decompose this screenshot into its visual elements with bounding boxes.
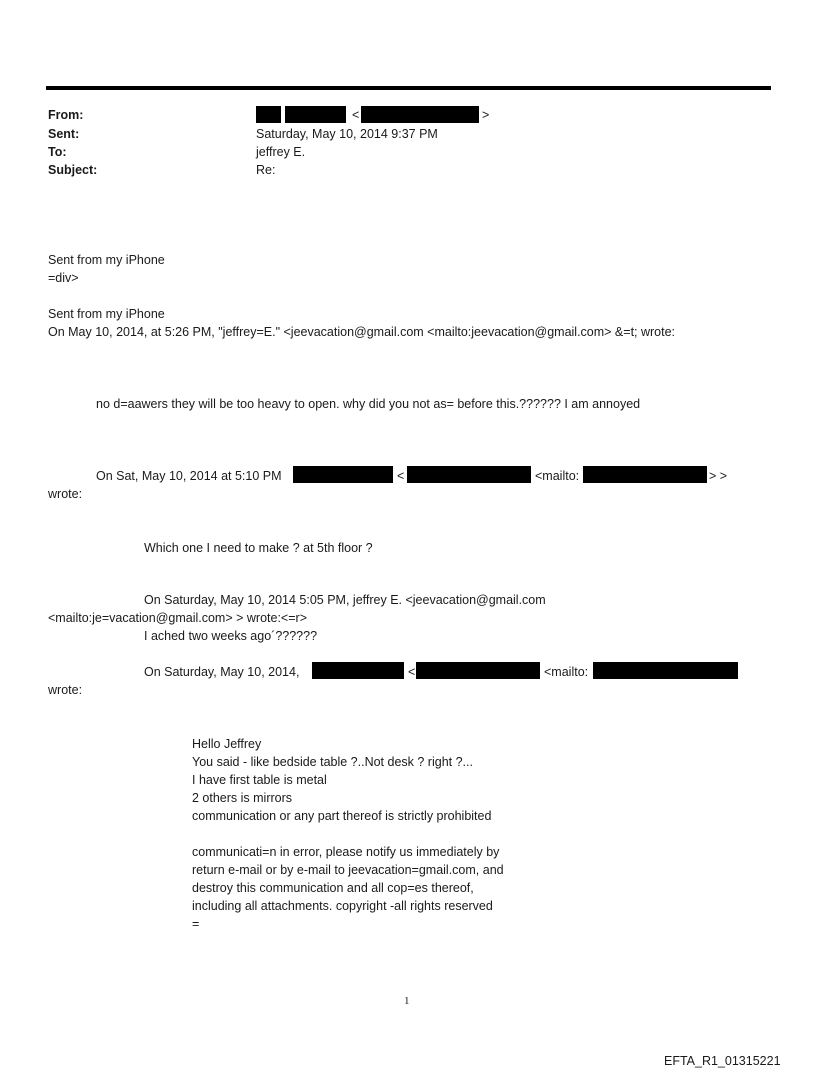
from-gt: > bbox=[482, 108, 490, 122]
sent-value: Saturday, May 10, 2014 9:37 PM bbox=[256, 127, 438, 141]
message-line: no d=aawers they will be too heavy to open. why did you not as= before this.?????? I am annoyed bbox=[96, 397, 641, 411]
to-value: jeffrey E. bbox=[256, 145, 306, 159]
redaction-block bbox=[593, 662, 738, 679]
sent-label: Sent: bbox=[48, 127, 80, 141]
quote-header-line: On May 10, 2014, at 5:26 PM, "jeffrey=E." <jeevacation@gmail.com <mailto:jeevacation@gmail.com> &=t; wrote: bbox=[48, 325, 676, 339]
message-line: Which one I need to make ? at 5th floor ? bbox=[144, 541, 373, 555]
wrote-line: wrote: bbox=[48, 487, 83, 501]
subject-label: Subject: bbox=[48, 163, 98, 177]
redaction-block bbox=[583, 466, 707, 483]
from-label: From: bbox=[48, 108, 84, 122]
message-line: You said - like bedside table ?..Not desk ? right ?... bbox=[192, 755, 473, 769]
quote-lt: < bbox=[408, 665, 416, 679]
quote-end: > > bbox=[709, 469, 728, 483]
wrote-line: wrote: bbox=[48, 683, 83, 697]
message-line: Hello Jeffrey bbox=[192, 737, 262, 751]
message-line: I ached two weeks ago´?????? bbox=[144, 629, 318, 643]
message-line: 2 others is mirrors bbox=[192, 791, 293, 805]
message-line: I have first table is metal bbox=[192, 773, 327, 787]
message-line: communication or any part thereof is strictly prohibited bbox=[192, 809, 492, 823]
disclaimer-line: including all attachments. copyright -all rights reserved bbox=[192, 899, 493, 913]
from-lt: < bbox=[352, 108, 360, 122]
page-number: 1 bbox=[404, 995, 410, 1007]
redaction-block bbox=[285, 106, 346, 123]
redaction-block bbox=[416, 662, 540, 679]
quote-mailto: <mailto: bbox=[535, 469, 580, 483]
redaction-block bbox=[312, 662, 404, 679]
div-tag-line: =div> bbox=[48, 271, 79, 285]
quote-header-line: On Saturday, May 10, 2014, bbox=[144, 665, 300, 679]
quote-header-line: On Saturday, May 10, 2014 5:05 PM, jeffrey E. <jeevacation@gmail.com bbox=[144, 593, 546, 607]
redaction-block bbox=[361, 106, 479, 123]
subject-value: Re: bbox=[256, 163, 276, 177]
redaction-block bbox=[407, 466, 531, 483]
disclaimer-line: destroy this communication and all cop=es thereof, bbox=[192, 881, 474, 895]
disclaimer-line: = bbox=[192, 917, 200, 931]
quote-header-line: On Sat, May 10, 2014 at 5:10 PM bbox=[96, 469, 282, 483]
redaction-block bbox=[293, 466, 393, 483]
redaction-block bbox=[256, 106, 281, 123]
mailto-line: <mailto:je=vacation@gmail.com> > wrote:<=r> bbox=[48, 611, 307, 625]
signature-line: Sent from my iPhone bbox=[48, 307, 165, 321]
to-label: To: bbox=[48, 145, 67, 159]
document-id: EFTA_R1_01315221 bbox=[664, 1054, 781, 1068]
disclaimer-line: communicati=n in error, please notify us immediately by bbox=[192, 845, 500, 859]
signature-line: Sent from my iPhone bbox=[48, 253, 165, 267]
quote-mailto: <mailto: bbox=[544, 665, 589, 679]
header-rule bbox=[46, 86, 771, 90]
quote-lt: < bbox=[397, 469, 405, 483]
disclaimer-line: return e-mail or by e-mail to jeevacation=gmail.com, and bbox=[192, 863, 504, 877]
